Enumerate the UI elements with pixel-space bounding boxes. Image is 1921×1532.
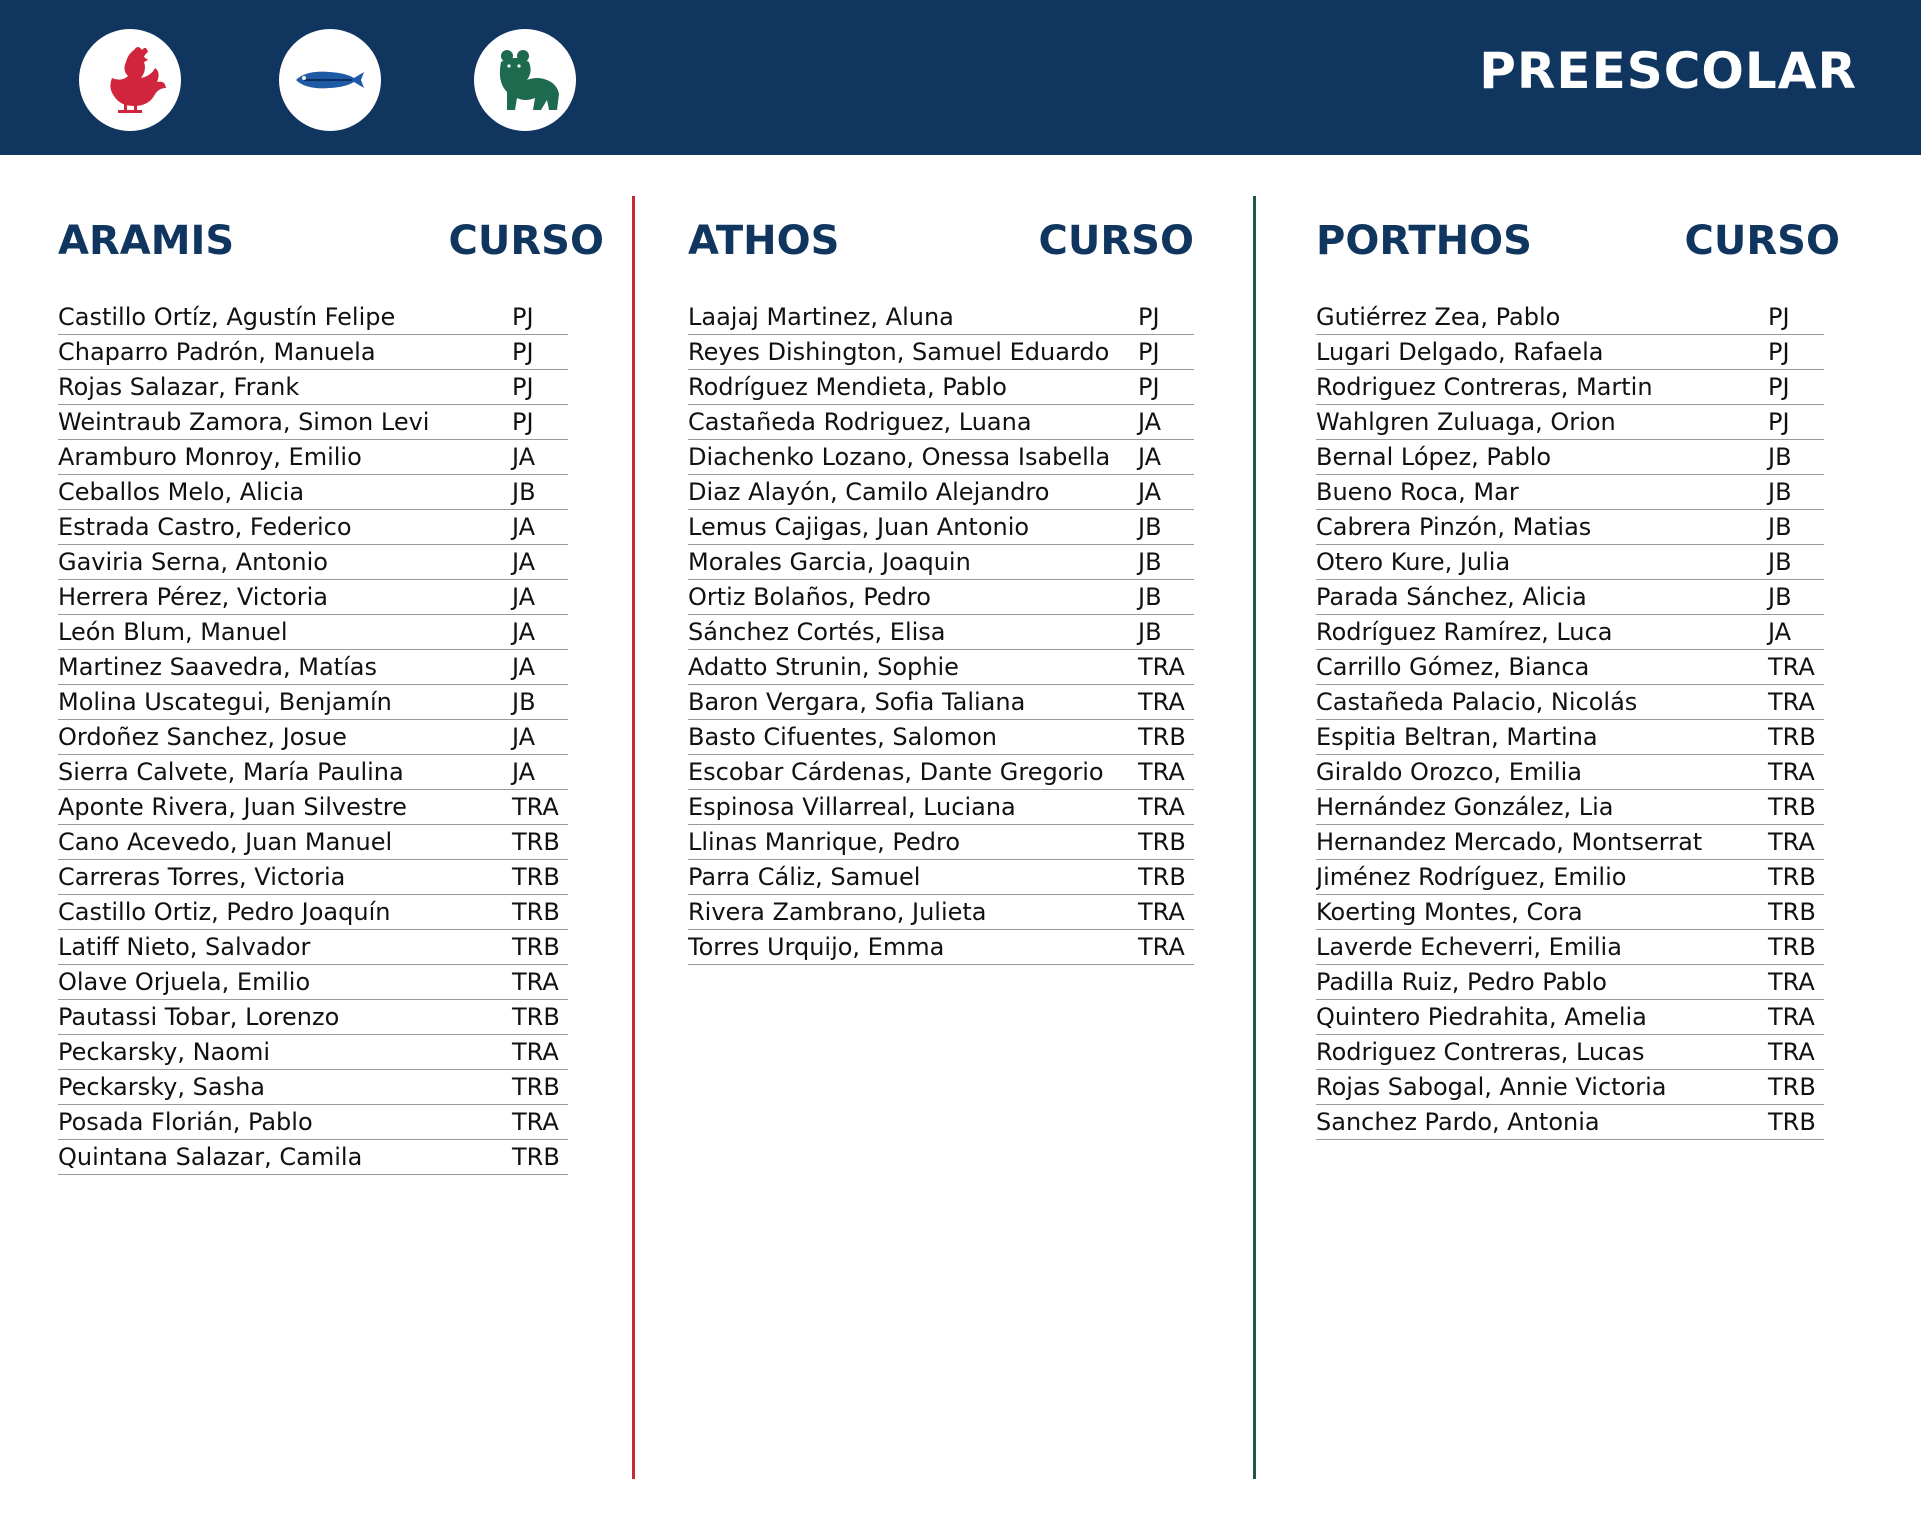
student-curso: TRB — [1768, 933, 1816, 961]
student-name: Molina Uscategui, Benjamín — [58, 688, 392, 716]
student-name: Martinez Saavedra, Matías — [58, 653, 377, 681]
student-row — [688, 650, 1194, 685]
student-list — [58, 300, 568, 1175]
student-curso: TRB — [1768, 1108, 1816, 1136]
student-name: Rodríguez Ramírez, Luca — [1316, 618, 1613, 646]
student-curso: TRA — [1138, 688, 1185, 716]
student-curso: PJ — [512, 373, 534, 401]
student-name: Castañeda Palacio, Nicolás — [1316, 688, 1638, 716]
curso-label: CURSO — [448, 218, 604, 264]
student-row — [1316, 370, 1824, 405]
student-row — [58, 930, 568, 965]
student-name: Ceballos Melo, Alicia — [58, 478, 305, 506]
student-name: Laajaj Martinez, Aluna — [688, 303, 954, 331]
student-row — [58, 650, 568, 685]
student-curso: PJ — [1138, 373, 1160, 401]
student-row — [688, 825, 1194, 860]
house-name: PORTHOS — [1316, 218, 1532, 264]
student-row — [688, 370, 1194, 405]
student-name: Lugari Delgado, Rafaela — [1316, 338, 1604, 366]
student-curso: JB — [1768, 443, 1792, 471]
student-curso: JA — [1138, 443, 1162, 471]
student-name: Rojas Salazar, Frank — [58, 373, 300, 401]
student-curso: TRB — [1768, 1073, 1816, 1101]
column-athos — [688, 214, 1194, 965]
student-row — [1316, 475, 1824, 510]
student-curso: TRA — [1768, 1038, 1815, 1066]
student-name: Espitia Beltran, Martina — [1316, 723, 1598, 751]
student-curso: JA — [512, 548, 536, 576]
student-name: Padilla Ruiz, Pedro Pablo — [1316, 968, 1607, 996]
student-name: Parada Sánchez, Alicia — [1316, 583, 1587, 611]
student-curso: JB — [1138, 513, 1162, 541]
student-curso: TRA — [512, 1038, 559, 1066]
student-name: Otero Kure, Julia — [1316, 548, 1511, 576]
student-name: Peckarsky, Naomi — [58, 1038, 271, 1066]
student-curso: TRA — [512, 968, 559, 996]
student-curso: TRA — [1138, 653, 1185, 681]
student-curso: PJ — [1768, 303, 1790, 331]
student-list — [1316, 300, 1824, 1140]
student-curso: TRA — [1768, 653, 1815, 681]
student-name: Giraldo Orozco, Emilia — [1316, 758, 1582, 786]
student-curso: JA — [512, 618, 536, 646]
student-row — [1316, 580, 1824, 615]
column-header — [688, 214, 1194, 264]
student-row — [688, 440, 1194, 475]
student-row — [58, 720, 568, 755]
student-curso: JA — [512, 513, 536, 541]
student-name: Castillo Ortíz, Agustín Felipe — [58, 303, 396, 331]
student-curso: TRB — [512, 1073, 560, 1101]
student-row — [58, 580, 568, 615]
student-curso: PJ — [512, 303, 534, 331]
student-row — [688, 300, 1194, 335]
student-row — [1316, 720, 1824, 755]
student-curso: TRA — [1138, 933, 1185, 961]
student-curso: PJ — [1768, 338, 1790, 366]
student-row — [688, 685, 1194, 720]
student-row — [58, 895, 568, 930]
student-row — [58, 965, 568, 1000]
student-name: Gaviria Serna, Antonio — [58, 548, 328, 576]
curso-label: CURSO — [1038, 218, 1194, 264]
student-curso: TRA — [512, 1108, 559, 1136]
student-curso: JB — [1138, 618, 1162, 646]
student-curso: JB — [1138, 548, 1162, 576]
student-curso: TRB — [512, 898, 560, 926]
student-name: Reyes Dishington, Samuel Eduardo — [688, 338, 1110, 366]
student-name: Parra Cáliz, Samuel — [688, 863, 921, 891]
student-name: Laverde Echeverri, Emilia — [1316, 933, 1622, 961]
student-curso: JA — [1138, 408, 1162, 436]
column-porthos — [1316, 214, 1840, 1140]
student-curso: TRB — [512, 863, 560, 891]
student-curso: TRA — [1138, 898, 1185, 926]
student-name: Lemus Cajigas, Juan Antonio — [688, 513, 1030, 541]
student-name: Diachenko Lozano, Onessa Isabella — [688, 443, 1111, 471]
student-curso: JB — [1768, 478, 1792, 506]
student-name: Castañeda Rodriguez, Luana — [688, 408, 1032, 436]
column-header — [58, 214, 604, 264]
student-name: Torres Urquijo, Emma — [688, 933, 945, 961]
student-row — [1316, 545, 1824, 580]
student-name: Aramburo Monroy, Emilio — [58, 443, 362, 471]
emblem-aramis — [79, 29, 181, 131]
student-name: Castillo Ortiz, Pedro Joaquín — [58, 898, 391, 926]
student-name: Carrillo Gómez, Bianca — [1316, 653, 1590, 681]
student-row — [1316, 965, 1824, 1000]
student-name: Bueno Roca, Mar — [1316, 478, 1519, 506]
student-curso: JB — [512, 688, 536, 716]
student-name: Quintana Salazar, Camila — [58, 1143, 363, 1171]
student-name: Rodriguez Contreras, Lucas — [1316, 1038, 1645, 1066]
student-name: Pautassi Tobar, Lorenzo — [58, 1003, 340, 1031]
student-curso: JB — [512, 478, 536, 506]
student-curso: JA — [512, 723, 536, 751]
student-row — [58, 825, 568, 860]
student-curso: JB — [1768, 513, 1792, 541]
divider-red — [632, 196, 635, 1479]
student-name: Peckarsky, Sasha — [58, 1073, 265, 1101]
student-row — [1316, 1105, 1824, 1140]
student-name: Posada Florián, Pablo — [58, 1108, 313, 1136]
student-curso: TRA — [1768, 828, 1815, 856]
student-row — [1316, 685, 1824, 720]
student-curso: TRA — [1768, 758, 1815, 786]
student-row — [1316, 790, 1824, 825]
student-name: Koerting Montes, Cora — [1316, 898, 1583, 926]
student-row — [1316, 930, 1824, 965]
student-curso: JB — [1138, 583, 1162, 611]
student-row — [688, 790, 1194, 825]
student-name: Weintraub Zamora, Simon Levi — [58, 408, 430, 436]
student-name: Sánchez Cortés, Elisa — [688, 618, 946, 646]
student-name: Bernal López, Pablo — [1316, 443, 1552, 471]
student-name: Hernández González, Lia — [1316, 793, 1614, 821]
student-curso: JA — [512, 653, 536, 681]
bear-icon — [485, 40, 565, 120]
student-row — [688, 615, 1194, 650]
student-row — [58, 1070, 568, 1105]
student-name: Herrera Pérez, Victoria — [58, 583, 328, 611]
student-name: Sanchez Pardo, Antonia — [1316, 1108, 1600, 1136]
student-row — [58, 440, 568, 475]
student-name: Sierra Calvete, María Paulina — [58, 758, 404, 786]
student-row — [1316, 615, 1824, 650]
student-row — [1316, 860, 1824, 895]
student-name: Gutiérrez Zea, Pablo — [1316, 303, 1561, 331]
student-list — [688, 300, 1194, 965]
student-name: Chaparro Padrón, Manuela — [58, 338, 376, 366]
student-curso: PJ — [512, 338, 534, 366]
student-row — [688, 475, 1194, 510]
student-curso: TRA — [1138, 758, 1185, 786]
column-aramis — [58, 214, 604, 1175]
student-curso: TRB — [1138, 863, 1186, 891]
student-row — [58, 685, 568, 720]
student-row — [1316, 300, 1824, 335]
student-row — [1316, 650, 1824, 685]
student-name: Jiménez Rodríguez, Emilio — [1316, 863, 1627, 891]
student-curso: JA — [512, 758, 536, 786]
column-header — [1316, 214, 1840, 264]
student-name: Basto Cifuentes, Salomon — [688, 723, 997, 751]
student-row — [58, 335, 568, 370]
student-name: Adatto Strunin, Sophie — [688, 653, 959, 681]
student-name: Rodríguez Mendieta, Pablo — [688, 373, 1007, 401]
student-curso: PJ — [1138, 338, 1160, 366]
student-row — [688, 580, 1194, 615]
student-row — [688, 860, 1194, 895]
student-name: Llinas Manrique, Pedro — [688, 828, 961, 856]
student-curso: TRB — [1768, 898, 1816, 926]
student-curso: JB — [1768, 548, 1792, 576]
student-name: Wahlgren Zuluaga, Orion — [1316, 408, 1616, 436]
curso-label: CURSO — [1684, 218, 1840, 264]
student-curso: TRA — [1768, 1003, 1815, 1031]
student-curso: PJ — [512, 408, 534, 436]
student-name: Rodriguez Contreras, Martin — [1316, 373, 1653, 401]
student-curso: JB — [1768, 583, 1792, 611]
student-curso: JA — [512, 583, 536, 611]
student-row — [58, 755, 568, 790]
page-title: PREESCOLAR — [1479, 42, 1857, 100]
house-name: ARAMIS — [58, 218, 235, 264]
student-row — [1316, 1035, 1824, 1070]
student-name: Ordoñez Sanchez, Josue — [58, 723, 347, 751]
divider-green — [1253, 196, 1256, 1479]
student-row — [688, 895, 1194, 930]
student-name: Hernandez Mercado, Montserrat — [1316, 828, 1703, 856]
student-curso: PJ — [1138, 303, 1160, 331]
student-row — [1316, 335, 1824, 370]
student-row — [1316, 825, 1824, 860]
student-name: Aponte Rivera, Juan Silvestre — [58, 793, 407, 821]
student-name: León Blum, Manuel — [58, 618, 288, 646]
student-curso: TRA — [1138, 793, 1185, 821]
rooster-icon — [90, 40, 170, 120]
student-name: Ortiz Bolaños, Pedro — [688, 583, 931, 611]
emblem-porthos — [474, 29, 576, 131]
student-curso: TRB — [1138, 723, 1186, 751]
student-curso: TRB — [1768, 723, 1816, 751]
student-name: Espinosa Villarreal, Luciana — [688, 793, 1016, 821]
student-row — [58, 790, 568, 825]
student-row — [58, 475, 568, 510]
student-curso: TRA — [1768, 688, 1815, 716]
student-row — [1316, 895, 1824, 930]
student-row — [58, 1105, 568, 1140]
student-name: Rojas Sabogal, Annie Victoria — [1316, 1073, 1667, 1101]
student-row — [688, 545, 1194, 580]
student-row — [58, 510, 568, 545]
student-row — [688, 720, 1194, 755]
student-row — [688, 335, 1194, 370]
student-row — [1316, 1070, 1824, 1105]
student-name: Diaz Alayón, Camilo Alejandro — [688, 478, 1050, 506]
student-curso: JA — [1768, 618, 1792, 646]
fish-icon — [290, 40, 370, 120]
student-row — [58, 545, 568, 580]
student-curso: TRB — [512, 1003, 560, 1031]
student-curso: TRB — [1768, 863, 1816, 891]
student-row — [1316, 405, 1824, 440]
student-name: Morales Garcia, Joaquin — [688, 548, 971, 576]
student-curso: TRB — [512, 1143, 560, 1171]
student-curso: PJ — [1768, 408, 1790, 436]
student-name: Baron Vergara, Sofia Taliana — [688, 688, 1026, 716]
student-curso: TRA — [1768, 968, 1815, 996]
student-row — [58, 300, 568, 335]
student-row — [1316, 1000, 1824, 1035]
student-row — [688, 405, 1194, 440]
emblem-athos — [279, 29, 381, 131]
student-row — [688, 930, 1194, 965]
student-name: Estrada Castro, Federico — [58, 513, 352, 541]
student-curso: TRB — [1768, 793, 1816, 821]
header-bar — [0, 0, 1921, 155]
student-name: Escobar Cárdenas, Dante Gregorio — [688, 758, 1104, 786]
student-row — [58, 860, 568, 895]
student-row — [58, 1140, 568, 1175]
student-name: Cano Acevedo, Juan Manuel — [58, 828, 393, 856]
student-name: Rivera Zambrano, Julieta — [688, 898, 987, 926]
student-row — [1316, 755, 1824, 790]
student-row — [58, 370, 568, 405]
student-curso: JA — [1138, 478, 1162, 506]
student-name: Quintero Piedrahita, Amelia — [1316, 1003, 1647, 1031]
student-name: Carreras Torres, Victoria — [58, 863, 346, 891]
student-name: Cabrera Pinzón, Matias — [1316, 513, 1592, 541]
student-curso: TRA — [512, 793, 559, 821]
student-name: Latiff Nieto, Salvador — [58, 933, 311, 961]
student-row — [1316, 440, 1824, 475]
student-row — [58, 1000, 568, 1035]
student-row — [688, 755, 1194, 790]
student-row — [58, 405, 568, 440]
student-name: Olave Orjuela, Emilio — [58, 968, 311, 996]
student-row — [58, 1035, 568, 1070]
student-curso: TRB — [512, 828, 560, 856]
student-row — [58, 615, 568, 650]
student-row — [1316, 510, 1824, 545]
student-curso: TRB — [1138, 828, 1186, 856]
student-curso: JA — [512, 443, 536, 471]
student-curso: TRB — [512, 933, 560, 961]
student-curso: PJ — [1768, 373, 1790, 401]
student-row — [688, 510, 1194, 545]
house-name: ATHOS — [688, 218, 840, 264]
